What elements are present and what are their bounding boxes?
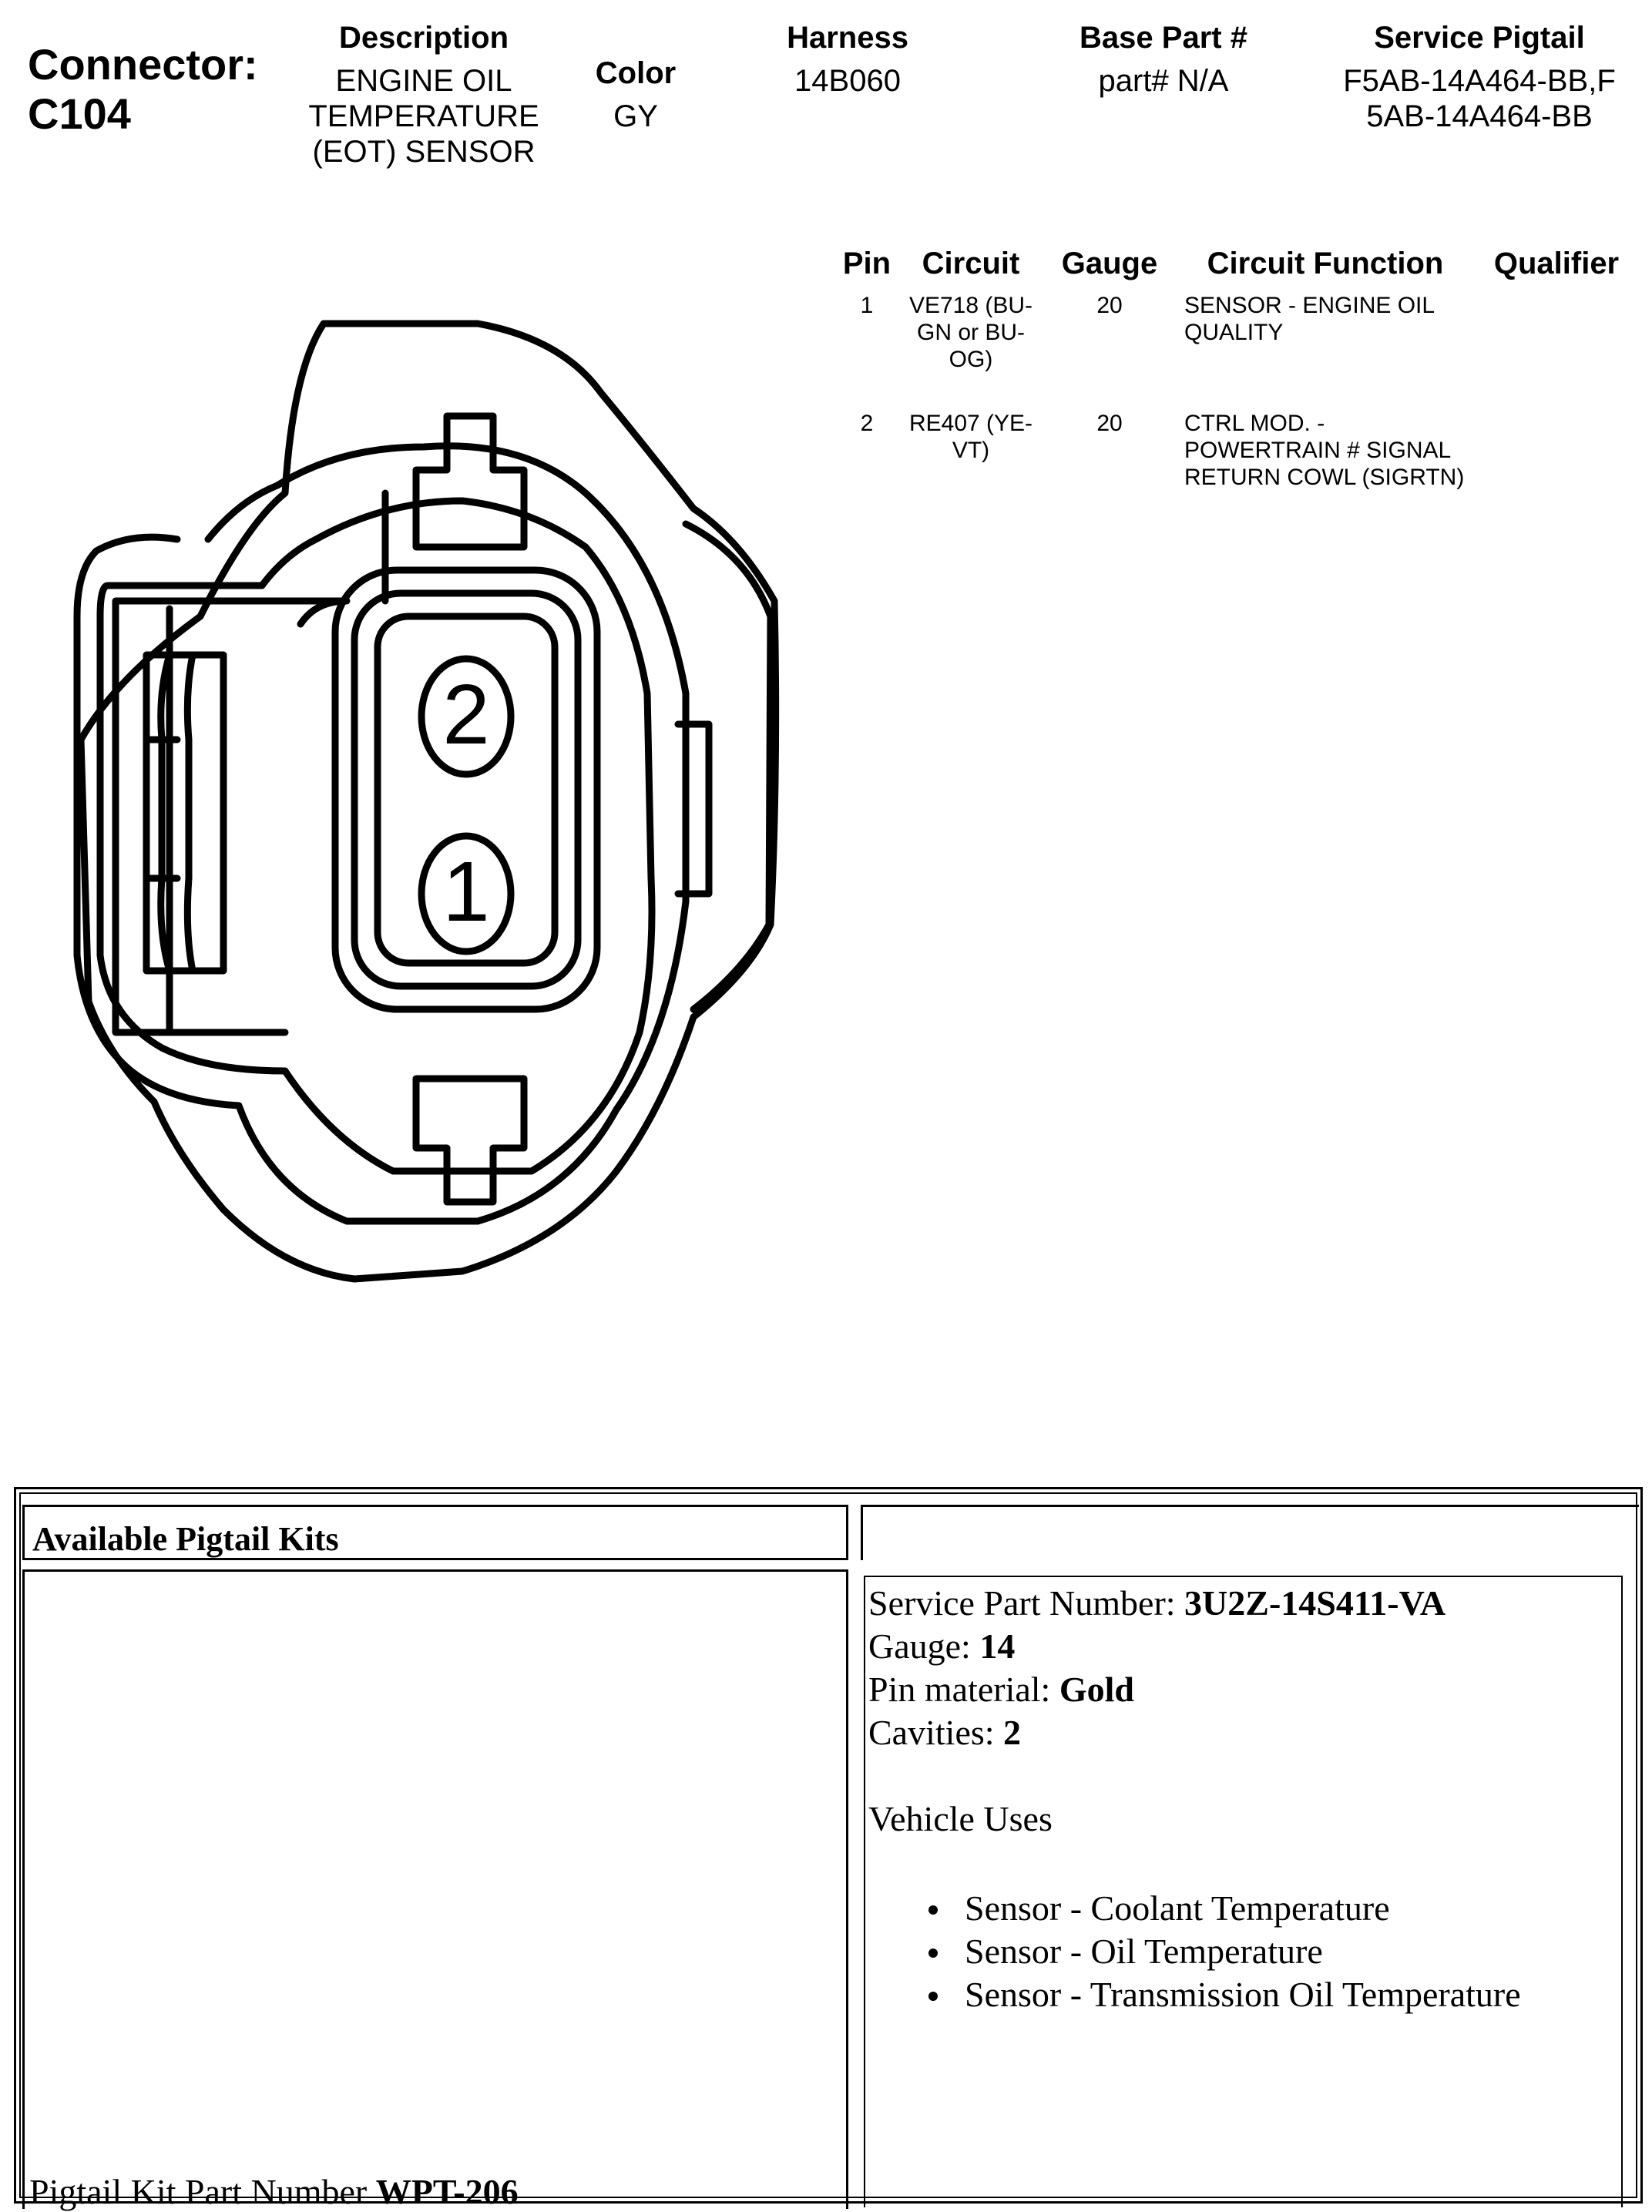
service-part-number-line: Service Part Number: 3U2Z-14S411-VA bbox=[868, 1583, 1446, 1623]
pigtail-kit-specs bbox=[868, 1582, 1608, 2016]
color-column bbox=[570, 55, 701, 134]
harness-value: 14B060 bbox=[794, 64, 901, 98]
pin-header: Pin bbox=[842, 247, 891, 280]
cavities-value: 2 bbox=[1003, 1713, 1022, 1752]
kit-gauge-value: 14 bbox=[979, 1626, 1016, 1666]
gauge-line: Gauge: 14 bbox=[868, 1626, 1016, 1666]
pin-material-line: Pin material: Gold bbox=[868, 1670, 1134, 1709]
circuit-value: RE407 (YE-VT) bbox=[908, 411, 1033, 463]
connector-label: Connector: bbox=[28, 40, 258, 89]
kit-part-value: WPT-206 bbox=[375, 2172, 519, 2211]
qualifier-value bbox=[1476, 410, 1637, 528]
vehicle-uses-list bbox=[868, 1887, 1608, 2016]
top-lock-tab bbox=[416, 416, 524, 547]
list-item: Sensor - Transmission Oil Temperature bbox=[868, 1973, 1608, 2016]
gauge-header: Gauge bbox=[1061, 247, 1158, 280]
pigtail-kit-image-cell bbox=[22, 1569, 848, 2209]
table-row bbox=[836, 410, 1637, 528]
qualifier-value bbox=[1476, 292, 1637, 410]
pin-material-value: Gold bbox=[1059, 1670, 1134, 1709]
list-item: Sensor - Coolant Temperature bbox=[868, 1887, 1608, 1930]
service-pigtail-header: Service Pigtail bbox=[1374, 21, 1585, 55]
harness-column bbox=[740, 20, 955, 99]
circuit-function-header: Circuit Function bbox=[1207, 247, 1444, 280]
pin-number: 2 bbox=[860, 411, 874, 436]
pin-table-header-row bbox=[836, 247, 1637, 292]
base-part-column bbox=[1040, 20, 1287, 99]
pigtail-kit-part-number bbox=[29, 2171, 519, 2212]
harness-header: Harness bbox=[787, 21, 908, 55]
pigtail-kits-title: Available Pigtail Kits bbox=[22, 1505, 848, 1560]
gauge-value: 20 bbox=[1096, 411, 1123, 436]
service-part-number-value: 3U2Z-14S411-VA bbox=[1184, 1583, 1446, 1623]
color-value: GY bbox=[613, 99, 658, 133]
base-part-header: Base Part # bbox=[1080, 21, 1247, 55]
table-row bbox=[836, 292, 1637, 410]
connector-title bbox=[28, 40, 290, 139]
service-pigtail-value: F5AB-14A464-BB,F5AB-14A464-BB bbox=[1343, 64, 1616, 133]
latch-rib-inner bbox=[187, 655, 193, 971]
connector-id: C104 bbox=[28, 89, 131, 138]
description-value: ENGINE OIL TEMPERATURE (EOT) SENSOR bbox=[308, 64, 539, 169]
pigtail-kits-box bbox=[14, 1487, 1643, 2211]
bottom-lock-tab bbox=[416, 1079, 524, 1202]
cavities-line: Cavities: 2 bbox=[868, 1713, 1022, 1752]
list-item: Sensor - Oil Temperature bbox=[868, 1930, 1608, 1973]
connector-face-diagram bbox=[31, 293, 786, 1325]
pin-2-label: 2 bbox=[442, 667, 490, 762]
description-column bbox=[285, 20, 562, 170]
pin-number: 1 bbox=[860, 293, 874, 318]
base-part-value: part# N/A bbox=[1098, 64, 1229, 98]
pigtail-kit-details-cell bbox=[864, 1576, 1623, 2207]
circuit-function-value: CTRL MOD. - POWERTRAIN # SIGNAL RETURN COWL (SIGRTN) bbox=[1184, 411, 1465, 490]
connector-side-latch bbox=[686, 524, 771, 1009]
pin-table bbox=[836, 247, 1637, 528]
description-header: Description bbox=[338, 21, 509, 55]
gauge-value: 20 bbox=[1096, 293, 1123, 318]
kit-part-label: Pigtail Kit Part Number bbox=[29, 2172, 376, 2211]
qualifier-header: Qualifier bbox=[1493, 247, 1620, 280]
circuit-header: Circuit bbox=[922, 247, 1020, 280]
pigtail-kits-title-spacer bbox=[861, 1505, 1639, 1560]
color-header: Color bbox=[595, 56, 677, 90]
circuit-value: VE718 (BU-GN or BU-OG) bbox=[908, 293, 1033, 372]
vehicle-uses-heading: Vehicle Uses bbox=[868, 1799, 1053, 1838]
circuit-function-value: SENSOR - ENGINE OIL QUALITY bbox=[1184, 293, 1434, 345]
pin-1-label: 1 bbox=[442, 844, 490, 939]
service-pigtail-column bbox=[1325, 20, 1634, 134]
